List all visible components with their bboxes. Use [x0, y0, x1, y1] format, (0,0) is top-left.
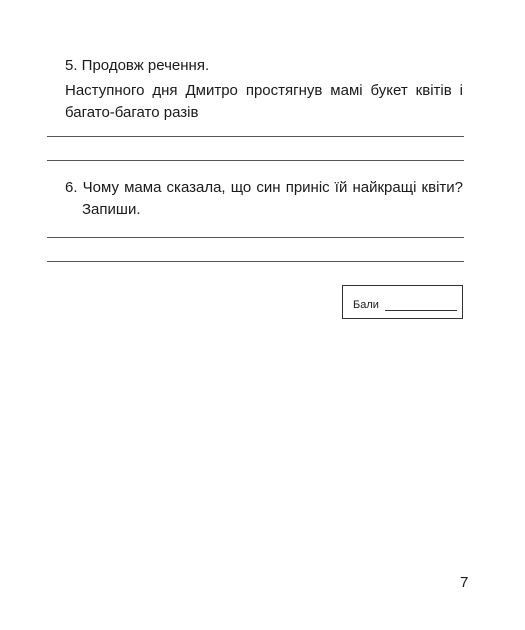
answer-line-5-1[interactable] — [47, 136, 464, 137]
answer-line-6-1[interactable] — [47, 237, 464, 238]
task-5-text-line-1: Наступного дня Дмитро простягнув мамі букет квітів і — [65, 82, 463, 99]
answer-line-5-2[interactable] — [47, 160, 464, 161]
task-6-text — [65, 177, 463, 221]
score-label: Бали — [353, 299, 379, 311]
answer-line-6-2[interactable] — [47, 261, 464, 262]
task-6-text-line-2: Запиши. — [82, 201, 141, 218]
task-5-title: 5. Продовж речення. — [65, 57, 210, 74]
page-number: 7 — [460, 574, 469, 591]
score-input-line[interactable] — [385, 310, 457, 311]
task-5-text-line-2: багато-багато разів — [65, 104, 199, 121]
task-6-text-line-1: 6. Чому мама сказала, що син приніс їй найкращі квіти? — [65, 179, 463, 196]
score-box — [342, 285, 463, 319]
task-5-text — [65, 80, 463, 124]
